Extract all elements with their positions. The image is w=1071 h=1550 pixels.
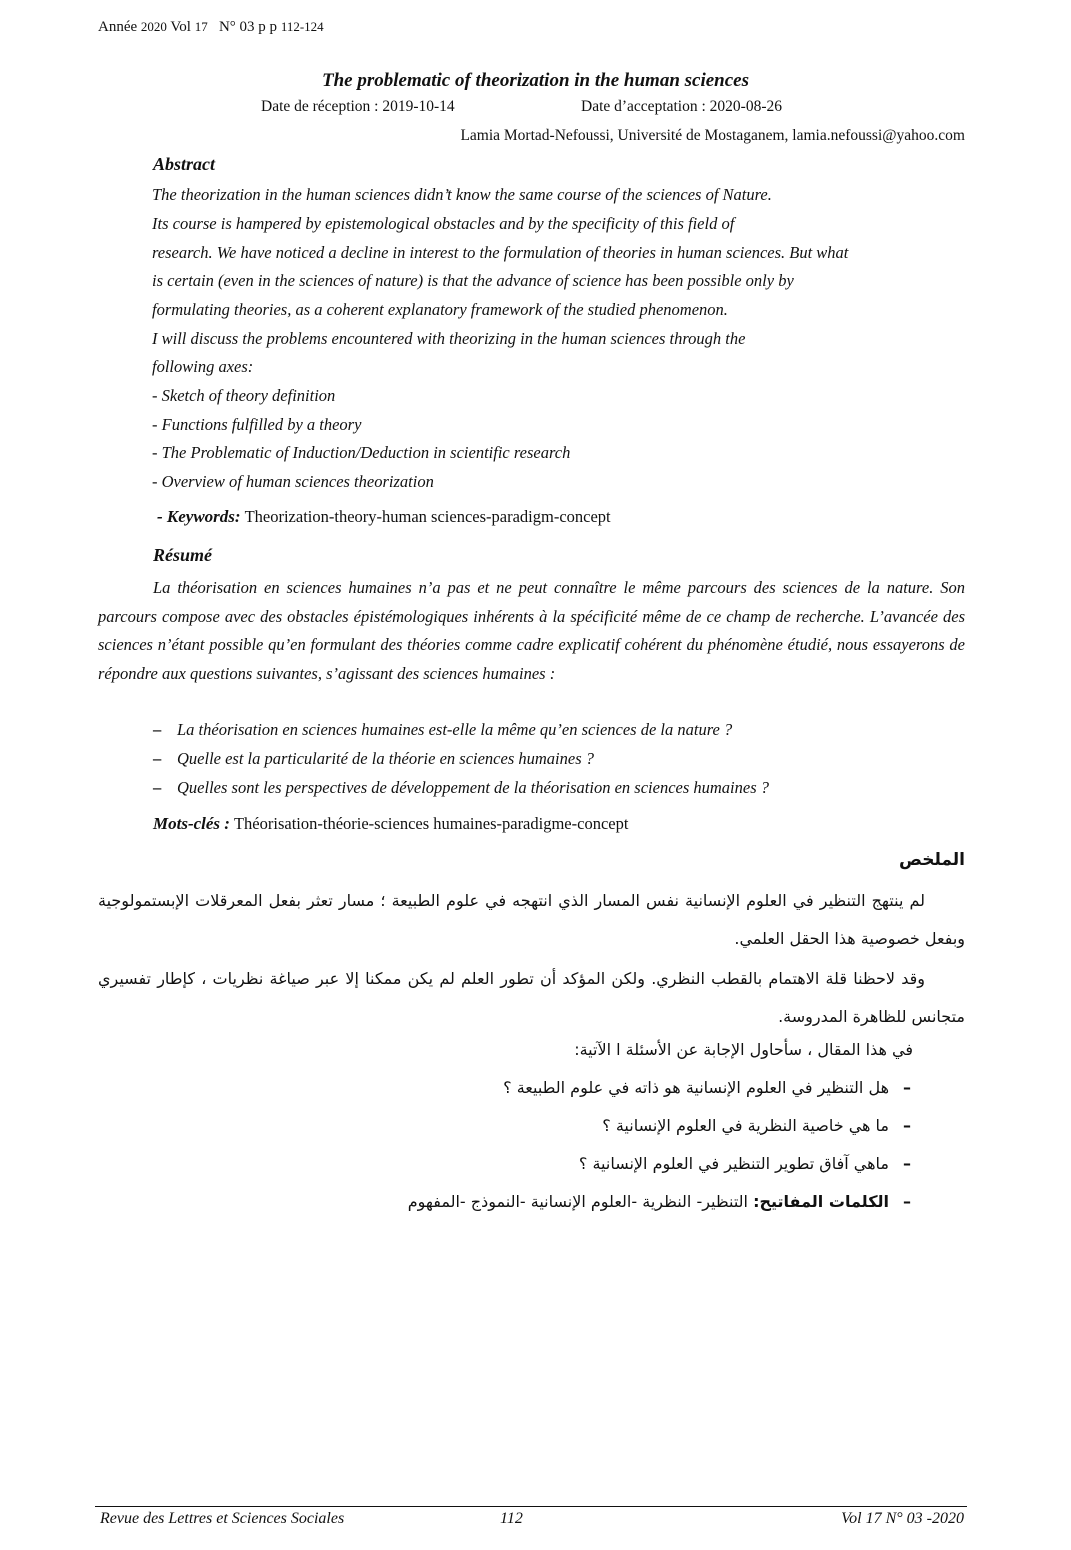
resume-question: Quelles sont les perspectives de développement de la théorisation en sciences humaines ? <box>177 778 770 797</box>
dash-bullet-icon: – <box>903 1116 911 1135</box>
year-value: 2020 <box>140 19 167 34</box>
mots-cles-line <box>153 814 628 834</box>
resume-question: La théorisation en sciences humaines est-elle la même qu’en sciences de la nature ? <box>177 720 733 739</box>
keywords-text: Theorization-theory-human sciences-paradigm-concept <box>244 507 611 526</box>
abstract-axis-item: - The Problematic of Induction/Deduction in scientific research <box>152 443 571 462</box>
abstract-line: formulating theories, as a coherent explanatory framework of the studied phenomenon. <box>152 300 728 319</box>
resume-heading: Résumé <box>153 545 213 565</box>
article-title <box>0 70 1071 92</box>
resume-question-item <box>153 720 732 740</box>
issue-label: N° 03 p p <box>218 19 278 35</box>
resume-paragraph: La théorisation en sciences humaines n’a pas et ne peut connaître le même parcours des sciences de la nature. Son parcours compose avec des obstacles épistémologiques inhérents à la spécificité même de ce champ de recherche. L’avancée des sciences n’étant possible qu’en formulant des théories comme cadre explicatif cohérent du phénomène étudié, nous essayerons de répondre aux questions suivantes, s’agissant des sciences humaines : <box>98 578 965 684</box>
keywords-label: - Keywords: <box>157 507 241 526</box>
abstract-line: is certain (even in the sciences of nature) is that the advance of science has been possible only by <box>152 271 794 290</box>
date-reception: Date de réception : 2019-10-14 <box>261 98 455 115</box>
running-header <box>98 19 324 36</box>
resume-question-item <box>153 749 594 769</box>
arabic-keywords-label: الكلمات المفاتيح: <box>753 1192 889 1211</box>
footer-page-number: 112 <box>500 1510 523 1527</box>
arabic-heading: الملخص <box>899 850 965 870</box>
abstract-line: following axes: <box>152 357 254 376</box>
dash-bullet-icon: – <box>153 778 162 797</box>
arabic-question: ماهي آفاق تطوير التنظير في العلوم الإنسانية ؟ <box>578 1154 889 1173</box>
arabic-intro: في هذا المقال ، سأحاول الإجابة عن الأسئلة ا الآتية: <box>574 1040 913 1059</box>
abstract-axis-item: - Overview of human sciences theorization <box>152 472 434 491</box>
abstract-heading: Abstract <box>153 154 216 174</box>
arabic-question: ما هي خاصية النظرية في العلوم الإنسانية ؟ <box>602 1116 889 1135</box>
arabic-paragraph-2: وقد لاحظنا قلة الاهتمام بالقطب النظري. ولكن المؤكد أن تطور العلم لم يكن ممكنا إلا عبر صياغة نظريات ، كإطار تفسيري متجانس للظاهرة المدروسة. <box>98 969 965 1026</box>
abstract-line: Its course is hampered by epistemological obstacles and by the specificity of this field of <box>152 214 735 233</box>
arabic-question-item <box>579 1154 911 1173</box>
resume-question: Quelle est la particularité de la théorie en sciences humaines ? <box>177 749 594 768</box>
keywords-line <box>157 507 611 527</box>
arabic-keywords-item <box>408 1192 911 1211</box>
dash-bullet-icon: – <box>903 1192 911 1211</box>
arabic-question: هل التنظير في العلوم الإنسانية هو ذاته في علوم الطبيعة ؟ <box>503 1078 889 1097</box>
abstract-axis-item: - Functions fulfilled by a theory <box>152 415 362 434</box>
dash-bullet-icon: – <box>153 720 162 739</box>
vol-label: Vol <box>170 19 191 35</box>
year-label: Année <box>98 19 138 35</box>
dash-bullet-icon: – <box>903 1078 911 1097</box>
mots-cles-text: Théorisation-théorie-sciences humaines-paradigme-concept <box>233 814 629 833</box>
footer-journal-name: Revue des Lettres et Sciences Sociales <box>100 1510 345 1527</box>
abstract-line: The theorization in the human sciences didn’t know the same course of the sciences of Nature. <box>152 185 772 204</box>
abstract-line: I will discuss the problems encountered with theorizing in the human sciences through the <box>152 329 746 348</box>
mots-cles-label: Mots-clés : <box>153 814 230 833</box>
dash-bullet-icon: – <box>903 1154 911 1173</box>
arabic-paragraph-1: لم ينتهج التنظير في العلوم الإنسانية نفس المسار الذي انتهجه في علوم الطبيعة ؛ مسار تعثر بفعل المعرقلات الإبستمولوجية وبفعل خصوصية هذا الحقل العلمي. <box>98 891 965 948</box>
arabic-question-item <box>602 1116 911 1135</box>
abstract-line: research. We have noticed a decline in interest to the formulation of theories in human sciences. But what <box>152 243 849 262</box>
page-range: 112-124 <box>280 19 324 34</box>
date-acceptation: Date d’acceptation : 2020-08-26 <box>581 98 782 115</box>
abstract-axis-item: - Sketch of theory definition <box>152 386 336 405</box>
author-affiliation: Lamia Mortad-Nefoussi, Université de Mostaganem, lamia.nefoussi@yahoo.com <box>460 127 965 144</box>
arabic-keywords-text: التنظير- النظرية -العلوم الإنسانية -النموذج -المفهوم <box>407 1192 748 1211</box>
arabic-question-item <box>503 1078 911 1097</box>
footer-issue: Vol 17 N° 03 -2020 <box>841 1510 964 1527</box>
dash-bullet-icon: – <box>153 749 162 768</box>
resume-question-item <box>153 778 769 798</box>
vol-value: 17 <box>194 19 208 34</box>
footer-divider <box>95 1506 967 1507</box>
article-title-text: The problematic of theorization in the human sciences <box>322 70 749 91</box>
